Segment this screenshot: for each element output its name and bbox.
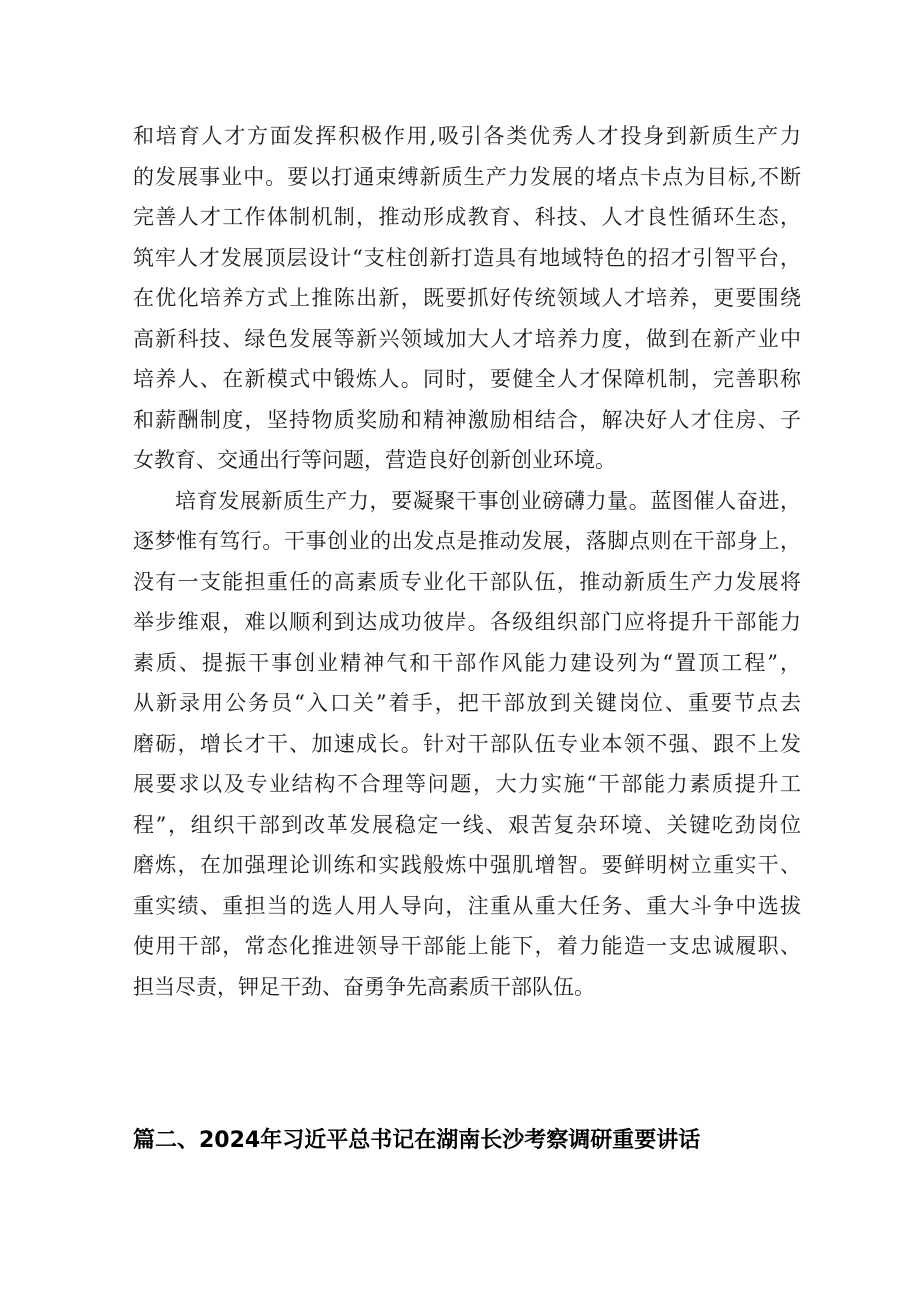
text-line: 从新录用公务员“入口关”着手，把干部放到关键岗位、重要节点去	[133, 691, 801, 715]
paragraph-1	[133, 116, 801, 481]
text-line: 程”，组织干部到改革发展稳定一线、艰苦复杂环境、关键吃劲岗位	[133, 812, 801, 837]
text-line: 展要求以及专业结构不合理等问题，大力实施“干部能力素质提升工	[133, 772, 801, 796]
text-line: 没有一支能担重任的高素质专业化干部队伍，推动新质生产力发展将	[133, 569, 801, 594]
text-line: 女教育、交通出行等问题，营造良好创新创业环境。	[133, 448, 616, 472]
text-line: 和培育人才方面发挥积极作用,吸引各类优秀人才投身到新质生产力	[133, 124, 801, 148]
section-heading: 篇二、2024年习近平总书记在湖南长沙考察调研重要讲话	[133, 1128, 701, 1153]
text-line: 磨炼，在加强理论训练和实践般炼中强肌增智。要鲜明树立重实干、	[133, 853, 801, 877]
text-line: 磨砺，增长才干、加速成长。针对干部队伍专业本领不强、跟不上发	[133, 731, 801, 756]
paragraph-2	[133, 481, 801, 1008]
text-line: 重实绩、重担当的选人用人导向，注重从重大任务、重大斗争中选拔	[133, 893, 801, 918]
text-line: 使用干部，常态化推进领导干部能上能下，着力能造一支忠诚履职、	[133, 934, 801, 958]
text-line: 高新科技、绿色发展等新兴领域加大人才培养力度，做到在新产业中	[133, 326, 801, 351]
article-body	[133, 116, 801, 1007]
text-line: 培育发展新质生产力，要凝聚干事创业磅礴力量。蓝图催人奋进，	[175, 488, 801, 513]
text-line: 培养人、在新模式中锻炼人。同时，要健全人才保障机制，完善职称	[133, 367, 801, 391]
text-line: 担当尽责，钾足干劲、奋勇争先高素质干部队伍。	[133, 974, 595, 999]
text-line: 在优化培养方式上推陈出新，既要抓好传统领域人才培养，更要围绕	[133, 286, 801, 310]
text-line: 和薪酬制度，坚持物质奖励和精神激励相结合，解决好人才住房、子	[133, 407, 801, 432]
text-line: 素质、提振干事创业精神气和干部作风能力建设列为“置顶工程”，	[133, 650, 801, 675]
text-line: 的发展事业中。要以打通束缚新质生产力发展的堵点卡点为目标,不断	[133, 164, 801, 189]
text-line: 筑牢人才发展顶层设计“支柱创新打造具有地域特色的招才引智平台，	[133, 245, 801, 270]
text-line: 举步维艰，难以顺利到达成功彼岸。各级组织部门应将提升干部能力	[133, 610, 801, 634]
text-line: 完善人才工作体制机制，推动形成教育、科技、人才良性循环生态，	[133, 205, 801, 229]
text-line: 逐梦惟有笃行。干事创业的出发点是推动发展，落脚点则在干部身上，	[133, 529, 801, 553]
